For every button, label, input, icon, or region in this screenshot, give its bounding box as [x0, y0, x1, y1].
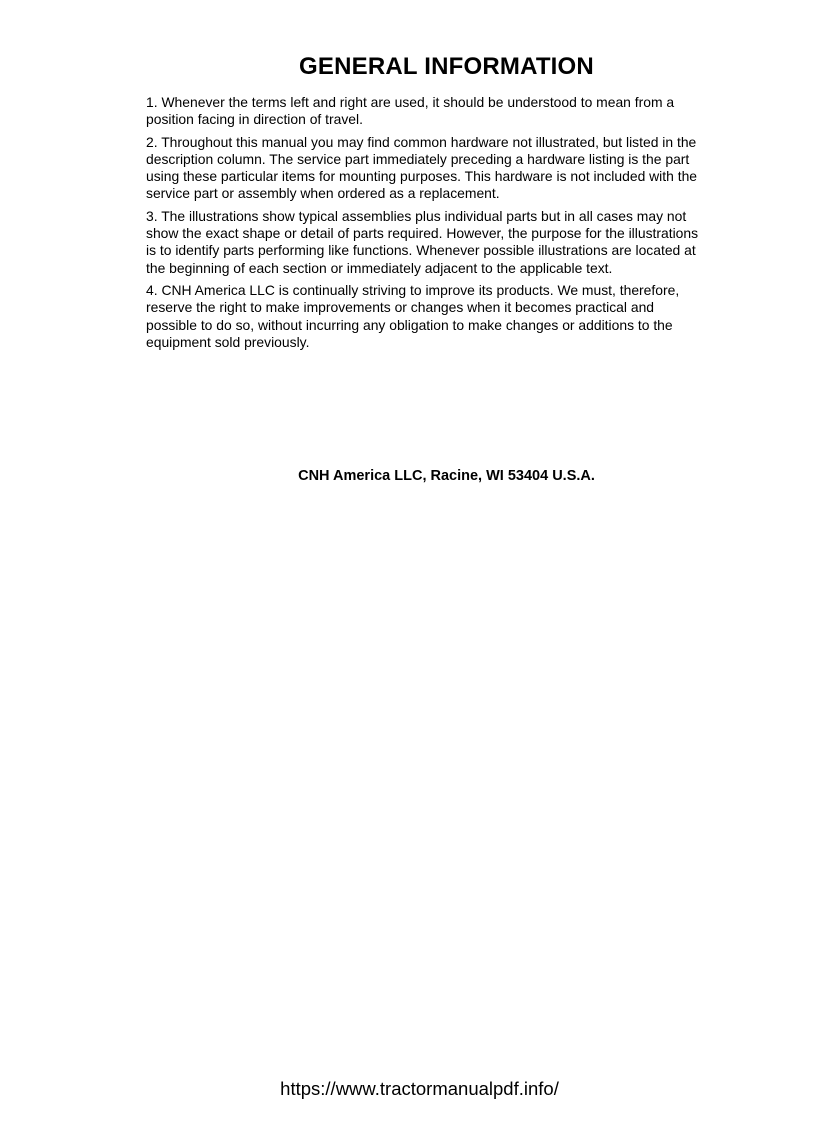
information-item-2: 2. Throughout this manual you may find common hardware not illustrated, but listed in the description column. The service part immediately preceding a hardware listing is the part using these particular items for mounting purposes. This hardware is not included with the service part or assembly when ordered as a replacement. [146, 133, 698, 202]
information-item-1: 1. Whenever the terms left and right are used, it should be understood to mean from a position facing in direction of travel. [146, 94, 675, 128]
information-list [146, 94, 702, 356]
information-item-4: 4. CNH America LLC is continually striving to improve its products. We must, therefore, reserve the right to make improvements or changes when it becomes practical and possible to do so, without incurring any obligation to make changes or additions to the equipment sold previously. [146, 281, 680, 350]
website-url[interactable]: https://www.tractormanualpdf.info/ [280, 1078, 559, 1099]
page-title: GENERAL INFORMATION [299, 53, 594, 80]
information-item-3: 3. The illustrations show typical assemblies plus individual parts but in all cases may not show the exact shape or detail of parts required. However, the purpose for the illustrations is to identify parts performing like functions. Whenever possible illustrations are located at the beginning of each section or immediately adjacent to the applicable text. [146, 207, 699, 276]
company-address: CNH America LLC, Racine, WI 53404 U.S.A. [298, 468, 595, 484]
